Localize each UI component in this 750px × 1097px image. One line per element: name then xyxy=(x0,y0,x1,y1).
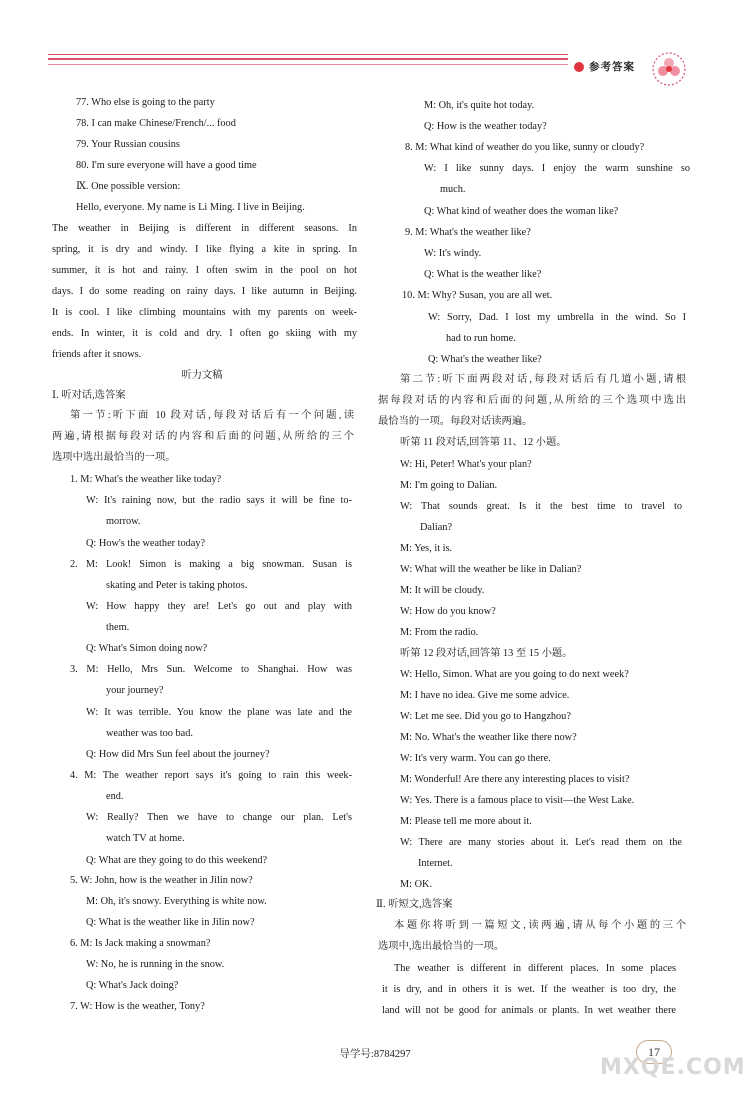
left-text-line: It is cool. I like climbing mountains with my parents on week- xyxy=(52,307,357,318)
right-text-line: Q: How is the weather today? xyxy=(424,121,547,132)
left-text-line: Ⅰ. 听对话,选答案 xyxy=(52,390,126,401)
right-text-line: 最恰当的一项。每段对话读两遍。 xyxy=(378,416,533,427)
header-rule-top xyxy=(48,54,568,55)
left-text-line: 7. W: How is the weather, Tony? xyxy=(70,1001,205,1012)
left-text-line: Ⅸ. One possible version: xyxy=(76,181,181,192)
left-text-line: 1. M: What's the weather like today? xyxy=(70,474,222,485)
guide-number: 导学号:8784297 xyxy=(339,1049,411,1060)
left-text-line: 选项中选出最恰当的一项。 xyxy=(52,452,176,463)
right-text-line: had to run home. xyxy=(446,333,516,344)
left-text-line: 2. M: Look! Simon is making a big snowman. Susan is xyxy=(70,559,352,570)
right-text-line: it is dry, and in others it is wet. If the weather is too dry, the xyxy=(382,984,676,995)
right-text-line: 第二节:听下面两段对话,每段对话后有几道小题,请根 xyxy=(400,374,686,385)
left-text-line: 79. Your Russian cousins xyxy=(76,139,180,150)
right-text-line: W: Hello, Simon. What are you going to do next week? xyxy=(400,669,629,680)
right-text-line: W: It's very warm. You can go there. xyxy=(400,753,551,764)
left-text-line: 第一节:听下面 10 段对话,每段对话后有一个问题,读 xyxy=(70,410,354,421)
right-text-line: M: Oh, it's quite hot today. xyxy=(424,100,535,111)
right-text-line: 选项中,选出最恰当的一项。 xyxy=(378,941,505,952)
right-text-line: M: From the radio. xyxy=(400,627,479,638)
left-text-line: 3. M: Hello, Mrs Sun. Welcome to Shanghai. How was xyxy=(70,664,352,675)
right-text-line: M: Please tell me more about it. xyxy=(400,816,532,827)
left-text-line: Q: How did Mrs Sun feel about the journey? xyxy=(86,749,270,760)
header-label: 参考答案 xyxy=(589,62,635,73)
left-text-line: friends after it snows. xyxy=(52,349,142,360)
left-text-line: ends. In winter, it is cold and dry. I often go skiing with my xyxy=(52,328,357,339)
left-text-line: W: It was terrible. You know the plane was late and the xyxy=(86,707,352,718)
right-text-line: W: How do you know? xyxy=(400,606,496,617)
right-text-line: M: I have no idea. Give me some advice. xyxy=(400,690,570,701)
left-text-line: Q: What is the weather like in Jilin now? xyxy=(86,917,255,928)
left-text-line: 80. I'm sure everyone will have a good time xyxy=(76,160,257,171)
left-text-line: your journey? xyxy=(106,685,164,696)
page-number: 17 xyxy=(636,1040,672,1064)
left-text-line: M: Oh, it's snowy. Everything is white now. xyxy=(86,896,267,907)
right-text-line: The weather is different in different places. In some places xyxy=(394,963,676,974)
header-rule-bottom xyxy=(48,64,568,65)
left-text-line: W: It's raining now, but the radio says it will be fine to- xyxy=(86,495,352,506)
right-text-line: W: There are many stories about it. Let's read them on the xyxy=(400,837,682,848)
right-text-line: M: It will be cloudy. xyxy=(400,585,485,596)
right-text-line: M: Wonderful! Are there any interesting places to visit? xyxy=(400,774,630,785)
right-text-line: Q: What's the weather like? xyxy=(428,354,542,365)
header-bullet-icon xyxy=(574,62,584,72)
right-text-line: Q: What kind of weather does the woman like? xyxy=(424,206,619,217)
right-text-line: W: Sorry, Dad. I lost my umbrella in the wind. So I xyxy=(428,312,686,323)
right-text-line: M: Yes, it is. xyxy=(400,543,453,554)
left-text-line: Q: How's the weather today? xyxy=(86,538,206,549)
left-text-line: weather was too bad. xyxy=(106,728,193,739)
right-text-line: W: Hi, Peter! What's your plan? xyxy=(400,459,532,470)
right-text-line: Dalian? xyxy=(420,522,453,533)
right-text-line: 本题你将听到一篇短文,读两遍,请从每个小题的三个 xyxy=(394,920,686,931)
right-text-line: Ⅱ. 听短文,选答案 xyxy=(376,899,453,910)
right-text-line: 10. M: Why? Susan, you are all wet. xyxy=(402,290,553,301)
left-text-line: 5. W: John, how is the weather in Jilin now? xyxy=(70,875,253,886)
left-text-line: 78. I can make Chinese/French/... food xyxy=(76,118,236,129)
right-text-line: 据每段对话的内容和后面的问题,从所给的三个选项中选出 xyxy=(378,395,686,406)
right-text-line: M: No. What's the weather like there now? xyxy=(400,732,577,743)
right-text-line: W: That sounds great. Is it the best time to travel to xyxy=(400,501,682,512)
left-text-line: Hello, everyone. My name is Li Ming. I live in Beijing. xyxy=(76,202,305,213)
left-text-line: summer, it is hot and rainy. I often swim in the pool on hot xyxy=(52,265,357,276)
watermark: MXQE.COM xyxy=(600,1055,746,1080)
left-text-line: morrow. xyxy=(106,516,141,527)
right-text-line: W: I like sunny days. I enjoy the warm sunshine so xyxy=(424,163,690,174)
right-text-line: Internet. xyxy=(418,858,453,869)
left-text-line: W: Really? Then we have to change our plan. Let's xyxy=(86,812,352,823)
header-rule-mid xyxy=(48,58,568,60)
left-text-line: end. xyxy=(106,791,124,802)
left-text-line: Q: What's Simon doing now? xyxy=(86,643,208,654)
right-text-line: land will not be good for animals or plants. In wet weather there xyxy=(382,1005,676,1016)
left-text-line: watch TV at home. xyxy=(106,833,185,844)
right-text-line: 听第 11 段对话,回答第 11、12 小题。 xyxy=(400,437,567,448)
left-text-line: 6. M: Is Jack making a snowman? xyxy=(70,938,211,949)
left-text-line: 77. Who else is going to the party xyxy=(76,97,215,108)
right-text-line: M: I'm going to Dalian. xyxy=(400,480,498,491)
right-text-line: W: Let me see. Did you go to Hangzhou? xyxy=(400,711,571,722)
right-text-line: W: Yes. There is a famous place to visit—the West Lake. xyxy=(400,795,635,806)
left-text-line: The weather in Beijing is different in different seasons. In xyxy=(52,223,357,234)
left-text-line: Q: What are they going to do this weekend? xyxy=(86,855,268,866)
flower-emblem-icon xyxy=(651,51,687,87)
left-text-line: 两遍,请根据每段对话的内容和后面的问题,从所给的三个 xyxy=(52,431,354,442)
right-text-line: M: OK. xyxy=(400,879,433,890)
left-text-line: skating and Peter is taking photos. xyxy=(106,580,248,591)
left-text-line: days. I do some reading on rainy days. I like autumn in Beijing. xyxy=(52,286,357,297)
right-text-line: W: What will the weather be like in Dalian? xyxy=(400,564,582,575)
left-text-line: W: How happy they are! Let's go out and play with xyxy=(86,601,352,612)
right-text-line: W: It's windy. xyxy=(424,248,482,259)
right-text-line: 8. M: What kind of weather do you like, sunny or cloudy? xyxy=(405,142,645,153)
right-text-line: much. xyxy=(440,184,466,195)
left-text-line: spring, it is dry and windy. I like flying a kite in spring. In xyxy=(52,244,357,255)
right-text-line: Q: What is the weather like? xyxy=(424,269,542,280)
right-text-line: 9. M: What's the weather like? xyxy=(405,227,531,238)
left-text-line: Q: What's Jack doing? xyxy=(86,980,179,991)
right-text-line: 听第 12 段对话,回答第 13 至 15 小题。 xyxy=(400,648,573,659)
left-text-line: them. xyxy=(106,622,130,633)
left-text-line: 4. M: The weather report says it's going to rain this week- xyxy=(70,770,352,781)
left-text-line: W: No, he is running in the snow. xyxy=(86,959,225,970)
left-text-line: 听力文稿 xyxy=(181,370,223,381)
